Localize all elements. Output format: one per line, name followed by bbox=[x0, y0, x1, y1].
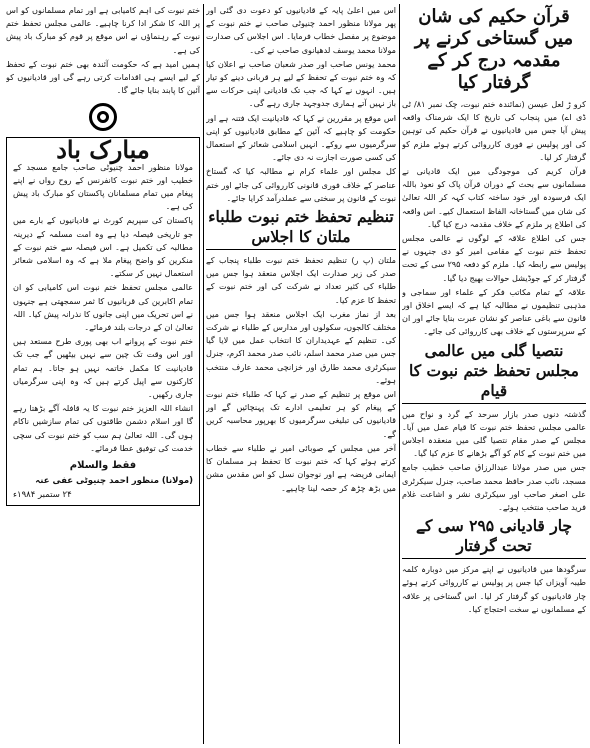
date-line: ۲۴ ستمبر ۱۹۸۴ء bbox=[13, 489, 72, 500]
article-paragraph: اس موقع پر مقررین نے کہا کہ قادیانیت ایک فتنہ ہے اور حکومت کو چاہیے کہ آئین کے مطابق قادیانیوں کو اپنی سرگرمیوں سے روکے۔ انہیں اسلامی شعائر کے استعمال کی کسی صورت اجازت نہ دی جائے۔ bbox=[206, 112, 396, 163]
headline-quran-blasphemy: قرآن حکیم کی شان میں گستاخی کرنے پر مقدمہ درج کر کے گرفتار کیا bbox=[414, 6, 574, 93]
article-paragraph: کل مجلس اور علماء کرام نے مطالبہ کیا کہ گستاخ عناصر کے خلاف فوری قانونی کارروائی کی جائے اور ختم نبوت کے قانون پر سختی سے عملدرآمد کرایا جائے۔ bbox=[206, 166, 396, 203]
box-paragraph: مولانا منظور احمد چنیوٹی صاحب جامع مسجد کے خطیب اور ختم نبوت کانفرنس کے روح رواں نے اپنے پیغام میں تمام مسلمانان پاکستان کو مبارک باد پیش کی ہے۔ bbox=[13, 161, 193, 212]
column-middle bbox=[206, 4, 396, 744]
article-paragraph: اس موقع پر تنظیم کے صدر نے کہا کہ طلباء ختم نبوت کے پیغام کو ہر تعلیمی ادارے تک پہنچائیں گے اور قادیانیوں کی تبلیغی سرگرمیوں کا بھرپور محاسبہ کریں گے۔ bbox=[206, 389, 396, 439]
box-paragraph: پاکستان کی سپریم کورٹ نے قادیانیوں کے بارے میں جو تاریخی فیصلہ دیا ہے وہ امت مسلمہ کے دیرینہ مطالبہ کی تکمیل ہے۔ اس فیصلہ سے ختم نبوت کے منکرین کو واضح پیغام ملا ہے کہ وہ اسلامی شعائر استعمال نہیں کر سکتے۔ bbox=[13, 215, 193, 279]
column-right bbox=[402, 4, 586, 744]
signature: (مولانا) منظور احمد چنیوٹی عفی عنہ bbox=[35, 476, 193, 487]
column-divider bbox=[399, 4, 400, 744]
article-paragraph: محمد یونس صاحب اور صدر شعبان صاحب نے اعلان کیا کہ وہ ختم نبوت کے تحفظ کے لیے ہر قربانی دینے کو تیار ہیں۔ انہوں نے کہا کہ جب تک قادیانی اپنی حرکات سے باز نہیں آتے ہماری جدوجہد جاری رہے گی۔ bbox=[206, 58, 396, 109]
article-paragraph: گذشتہ دنوں صدر بازار سرحد کے گرد و نواح میں عالمی مجلس تحفظ ختم نبوت کا قیام عمل میں آیا۔ مجلس کے صدر مقام نتصیا گلی میں منعقدہ اجلاس میں ختم نبوت کے کام کو آگے بڑھانے کا عزم کیا گیا۔ bbox=[402, 408, 586, 459]
article-paragraph: جس کی اطلاع علاقہ کے لوگوں نے عالمی مجلس تحفظ ختم نبوت کے مقامی امیر کو دی جنہوں نے پولیس سے رابطہ کیا۔ ملزم کو دفعہ ۲۹۵ سی کے تحت گرفتار کر کے جوڈیشل حوالات بھیج دیا گیا۔ bbox=[402, 233, 586, 283]
headline-nathia-gali: نتصیا گلی میں عالمی مجلس تحفظ ختم نبوت کا قیام bbox=[402, 341, 586, 404]
closing-line: فقط والسلام bbox=[69, 460, 137, 472]
ornament-icon bbox=[89, 103, 117, 131]
headline-students-multan: تنظیم تحفظ ختم نبوت طلباء ملتان کا اجلاس bbox=[206, 207, 396, 250]
article-paragraph: ہمیں امید ہے کہ حکومت آئندہ بھی ختم نبوت کے تحفظ کے لیے ایسے ہی اقدامات کرتی رہے گی اور قادیانیوں کو آئین کا پابند بنایا جائے گا۔ bbox=[6, 58, 200, 96]
article-paragraph: قرآن کریم کی موجودگی میں ایک قادیانی نے مسلمانوں سے بحث کے دوران قرآن پاک کو نعوذ باللہ ایک فرسودہ اور خود ساختہ کتاب کہہ کر اللہ تعالیٰ کی شان میں گستاخانہ الفاظ استعمال کیے۔ اس واقعہ کی اطلاع پر ملزم کے خلاف مقدمہ درج کیا گیا۔ bbox=[402, 166, 586, 229]
article-paragraph: ختم نبوت کی اہم کامیابی ہے اور تمام مسلمانوں کو اس پر اللہ کا شکر ادا کرنا چاہیے۔ عالمی مجلس تحفظ ختم نبوت کے رہنماؤں نے اس موقع پر قوم کو مبارک باد پیش کی ہے۔ bbox=[6, 5, 200, 55]
congratulations-box bbox=[6, 137, 200, 505]
article-paragraph: آخر میں مجلس کے صوبائی امیر نے طلباء سے خطاب کرتے ہوئے کہا کہ ختم نبوت کا تحفظ ہر مسلمان کا ایمانی فریضہ ہے اور نوجوان نسل کو اس مقدس مشن میں بڑھ چڑھ کر حصہ لینا چاہیے۔ bbox=[206, 442, 396, 493]
article-paragraph: ملتان (پ ر) تنظیم تحفظ ختم نبوت طلباء پنجاب کے صدر کی زیر صدارت ایک اجلاس منعقد ہوا جس میں طلباء کی کثیر تعداد نے شرکت کی اور ختم نبوت کے تحفظ کا عزم کیا۔ bbox=[206, 255, 396, 305]
column-divider bbox=[203, 4, 204, 744]
box-paragraph: عالمی مجلس تحفظ ختم نبوت اس کامیابی کو ان تمام اکابرین کی قربانیوں کا ثمر سمجھتی ہے جنہوں نے اس تحریک میں اپنی جانوں کا نذرانہ پیش کیا۔ اللہ تعالیٰ ان کے درجات بلند فرمائے۔ bbox=[13, 282, 193, 333]
box-paragraph: انشاء اللہ العزیز ختم نبوت کا یہ قافلہ آگے بڑھتا رہے گا اور اسلام دشمن طاقتوں کی تمام سازشیں ناکام ہوں گی۔ اللہ تعالیٰ ہم سب کو ختم نبوت کی سچی خدمت کی توفیق عطا فرمائے۔ bbox=[13, 403, 193, 453]
headline-four-arrested: چار قادیانی ۲۹۵ سی کے تحت گرفتار bbox=[402, 516, 586, 559]
article-paragraph: اس میں اعلیٰ پایہ کے قادیانیوں کو دعوت دی گئی اور پھر مولانا منظور احمد چنیوٹی صاحب نے ختم نبوت کے موضوع پر مفصل خطاب فرمایا۔ اس اجلاس کی صدارت مولانا محمد یوسف لدھیانوی صاحب نے کی۔ bbox=[206, 5, 396, 55]
box-paragraph: ختم نبوت کے پروانے اب بھی پوری طرح مستعد ہیں اور اس وقت تک چین سے نہیں بیٹھیں گے جب تک قادیانیت کا مکمل خاتمہ نہیں ہو جاتا۔ ہم تمام کارکنوں سے اپیل کرتے ہیں کہ وہ اپنی سرگرمیاں جاری رکھیں۔ bbox=[13, 336, 193, 400]
column-left bbox=[6, 4, 200, 744]
article-paragraph: کرو ڑ لعل عیسن (نمائندہ ختم نبوت، چک نمبر ۸۱/ ٹی ڈی اے) میں پنجاب کی تاریخ کا ایک شرمناک واقعہ پیش آیا جس میں قادیانیوں نے قرآن حکیم کی توہین کی اور پولیس نے فوری کارروائی کرتے ہوئے ملزم کو گرفتار کر لیا۔ bbox=[402, 99, 586, 162]
article-paragraph: سرگودھا میں قادیانیوں نے اپنے مرکز میں دوبارہ کلمہ طیبہ آویزاں کیا جس پر پولیس نے کارروائی کرتے ہوئے چار قادیانیوں کو گرفتار کر لیا۔ اس گستاخی پر علاقہ کے مسلمانوں نے سخت احتجاج کیا۔ bbox=[402, 564, 586, 614]
article-paragraph: بعد از نماز مغرب ایک اجلاس منعقد ہوا جس میں مختلف کالجوں، سکولوں اور مدارس کے طلباء نے شرکت کی۔ تنظیم کے عہدیداران کا انتخاب عمل میں لایا گیا جس میں صدر محمد اسلم، نائب صدر محمد اکرم، جنرل سیکرٹری محمد طارق اور خزانچی محمد عارف منتخب ہوئے۔ bbox=[206, 308, 396, 385]
banner-mubarak-bad: مبارک باد bbox=[56, 135, 150, 165]
article-paragraph: جس میں صدر مولانا عبدالرزاق صاحب خطیب جامع مسجد، نائب صدر حافظ محمد صاحب، جنرل سیکرٹری علی اصغر صاحب اور سیکرٹری نشر و اشاعت غلام فرید صاحب منتخب ہوئے۔ bbox=[402, 462, 586, 513]
article-paragraph: علاقہ کے تمام مکاتب فکر کے علماء اور سماجی و مذہبی تنظیموں نے مطالبہ کیا ہے کہ ایسے اخلاق اور قانون سے باغی عناصر کو نشان عبرت بنایا جائے اور ان کے سرپرستوں کے خلاف بھی کارروائی کی جائے۔ bbox=[402, 286, 586, 337]
